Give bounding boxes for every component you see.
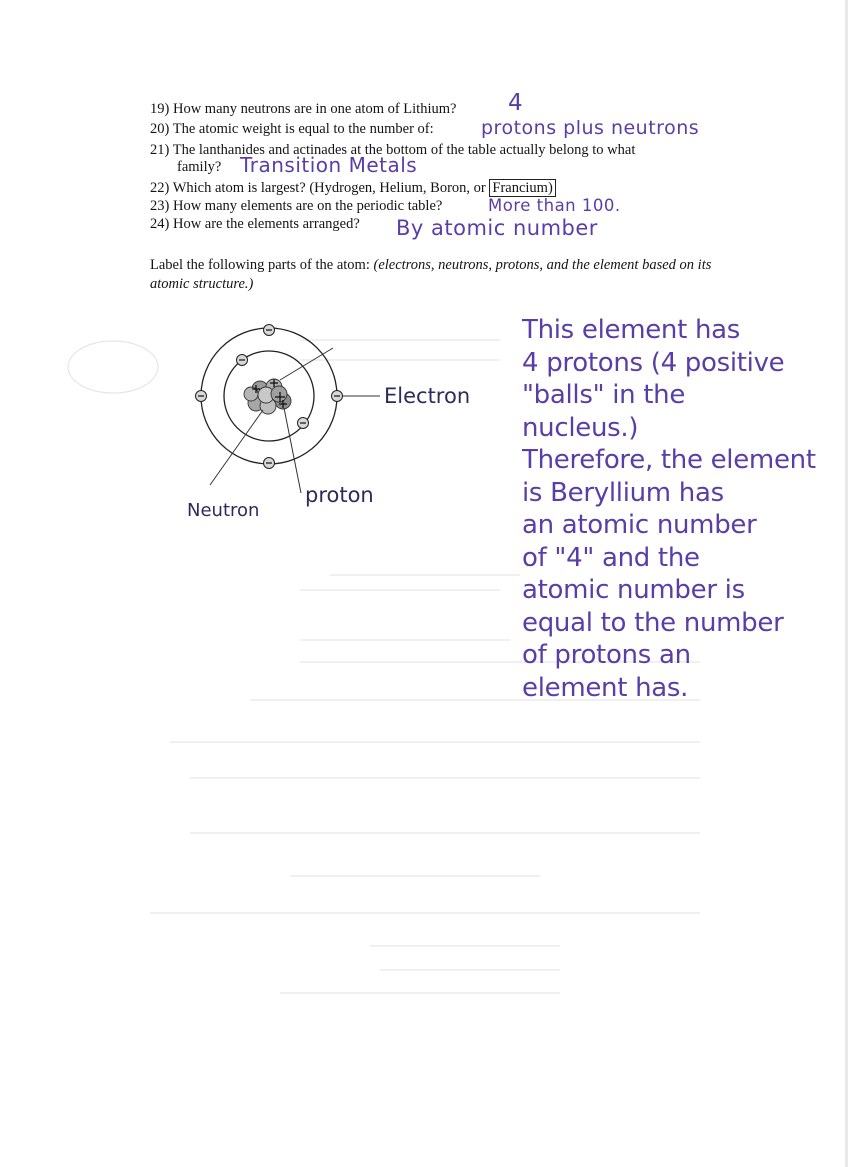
instruction (150, 256, 740, 294)
note-line: an atomic number (522, 510, 757, 540)
circled-answer: Francium) (489, 179, 555, 197)
question-24 (150, 215, 360, 233)
question-number: 19) (150, 101, 170, 117)
note-line: 4 protons (4 positive (522, 347, 785, 378)
answer-24: By atomic number (396, 216, 598, 240)
answer-23: More than 100. (488, 196, 621, 215)
question-text: The atomic weight is equal to the number of: (172, 121, 434, 137)
note-line: Therefore, the element (522, 445, 816, 475)
nucleus-pointer (280, 348, 333, 380)
note-line: "balls" in the (522, 380, 686, 410)
question-number: 21) (150, 142, 170, 158)
note-line: equal to the number (522, 607, 784, 638)
question-text: How are the elements arranged? (172, 216, 360, 232)
answer-20: protons plus neutrons (481, 117, 700, 139)
note-line: of "4" and the (522, 542, 700, 573)
label-proton: proton (305, 483, 374, 507)
label-electron: Electron (384, 384, 471, 408)
instruction-italic: (electrons, neutrons, protons, and the element based on its atomic structure.) (150, 257, 712, 292)
instruction-lead: Label the following parts of the atom: (150, 257, 370, 273)
question-number: 24) (150, 216, 170, 232)
note-line: nucleus.) (522, 412, 639, 443)
note-line: This element has (522, 315, 741, 345)
question-number: 22) (150, 180, 170, 196)
question-23 (150, 197, 442, 215)
question-20 (150, 120, 434, 138)
question-text: How many elements are on the periodic table? (172, 198, 443, 214)
note-line: atomic number is (522, 575, 745, 605)
note-line: of protons an (522, 640, 691, 670)
handwritten-note (522, 314, 822, 704)
question-text: How many neutrons are in one atom of Lithium? (172, 101, 457, 117)
note-line: element has. (522, 672, 689, 703)
question-text: family? (177, 159, 222, 175)
question-21-continued (177, 158, 221, 176)
question-text: The lanthanides and actinades at the bottom of the table actually belong to what (172, 142, 636, 158)
neutron-pointer (210, 410, 263, 485)
question-number: 23) (150, 198, 170, 214)
note-line: is Beryllium has (522, 477, 724, 508)
question-22 (150, 179, 556, 197)
label-neutron: Neutron (187, 500, 260, 521)
question-number: 20) (150, 121, 170, 137)
question-19 (150, 100, 456, 118)
answer-21: Transition Metals (240, 153, 418, 177)
question-text: Which atom is largest? (Hydrogen, Helium, Boron, or (172, 180, 486, 196)
answer-19: 4 (508, 90, 524, 116)
